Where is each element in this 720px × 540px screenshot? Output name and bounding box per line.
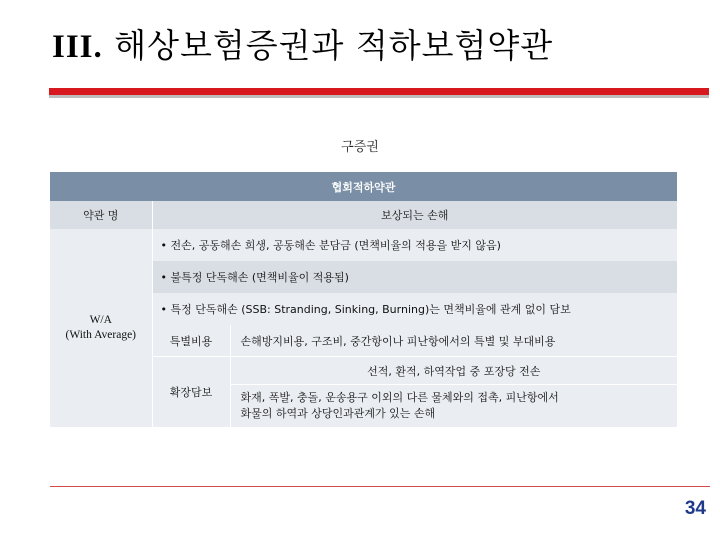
title-underline-bar	[49, 88, 709, 95]
footer-divider	[50, 486, 710, 487]
clause-label-wa	[50, 229, 152, 427]
clause-table	[50, 172, 677, 427]
table-caption: 구증권	[341, 140, 379, 155]
slide-title-text: 해상보험증권과 적하보험약관	[114, 26, 554, 65]
extended-cover-value-1: 선적, 환적, 하역작업 중 포장당 전손	[230, 357, 677, 385]
coverage-row-3: • 특정 단독해손 (SSB: Stranding, Sinking, Burning)는 면책비율에 관계 없이 담보	[152, 293, 677, 325]
clause-label-text: W/A (With Average)	[65, 314, 137, 341]
special-cost-value: 손해방지비용, 구조비, 중간항이나 피난항에서의 특별 및 부대비용	[230, 325, 677, 357]
section-number: III.	[52, 29, 103, 65]
extended-cover-value-2: 화재, 폭발, 충돌, 운송용구 이외의 다른 물체와의 접촉, 피난항에서 화물의 하역과 상당인과관계가 있는 손해	[230, 385, 677, 428]
slide-title	[52, 24, 553, 69]
special-cost-label: 특별비용	[152, 325, 230, 357]
extended-cover-label: 확장담보	[152, 357, 230, 428]
coverage-row-1: • 전손, 공동해손 희생, 공동해손 분담금 (면책비율의 적용을 받지 않음)	[152, 229, 677, 261]
column-header-covered-loss: 보상되는 손해	[152, 201, 677, 229]
page-number: 34	[684, 498, 706, 519]
title-underline-shadow	[49, 95, 709, 98]
column-header-clause-name: 약관 명	[50, 201, 152, 229]
coverage-row-2: • 불특정 단독해손 (면책비율이 적용됨)	[152, 261, 677, 293]
table-header: 협회적하약관	[50, 172, 677, 201]
